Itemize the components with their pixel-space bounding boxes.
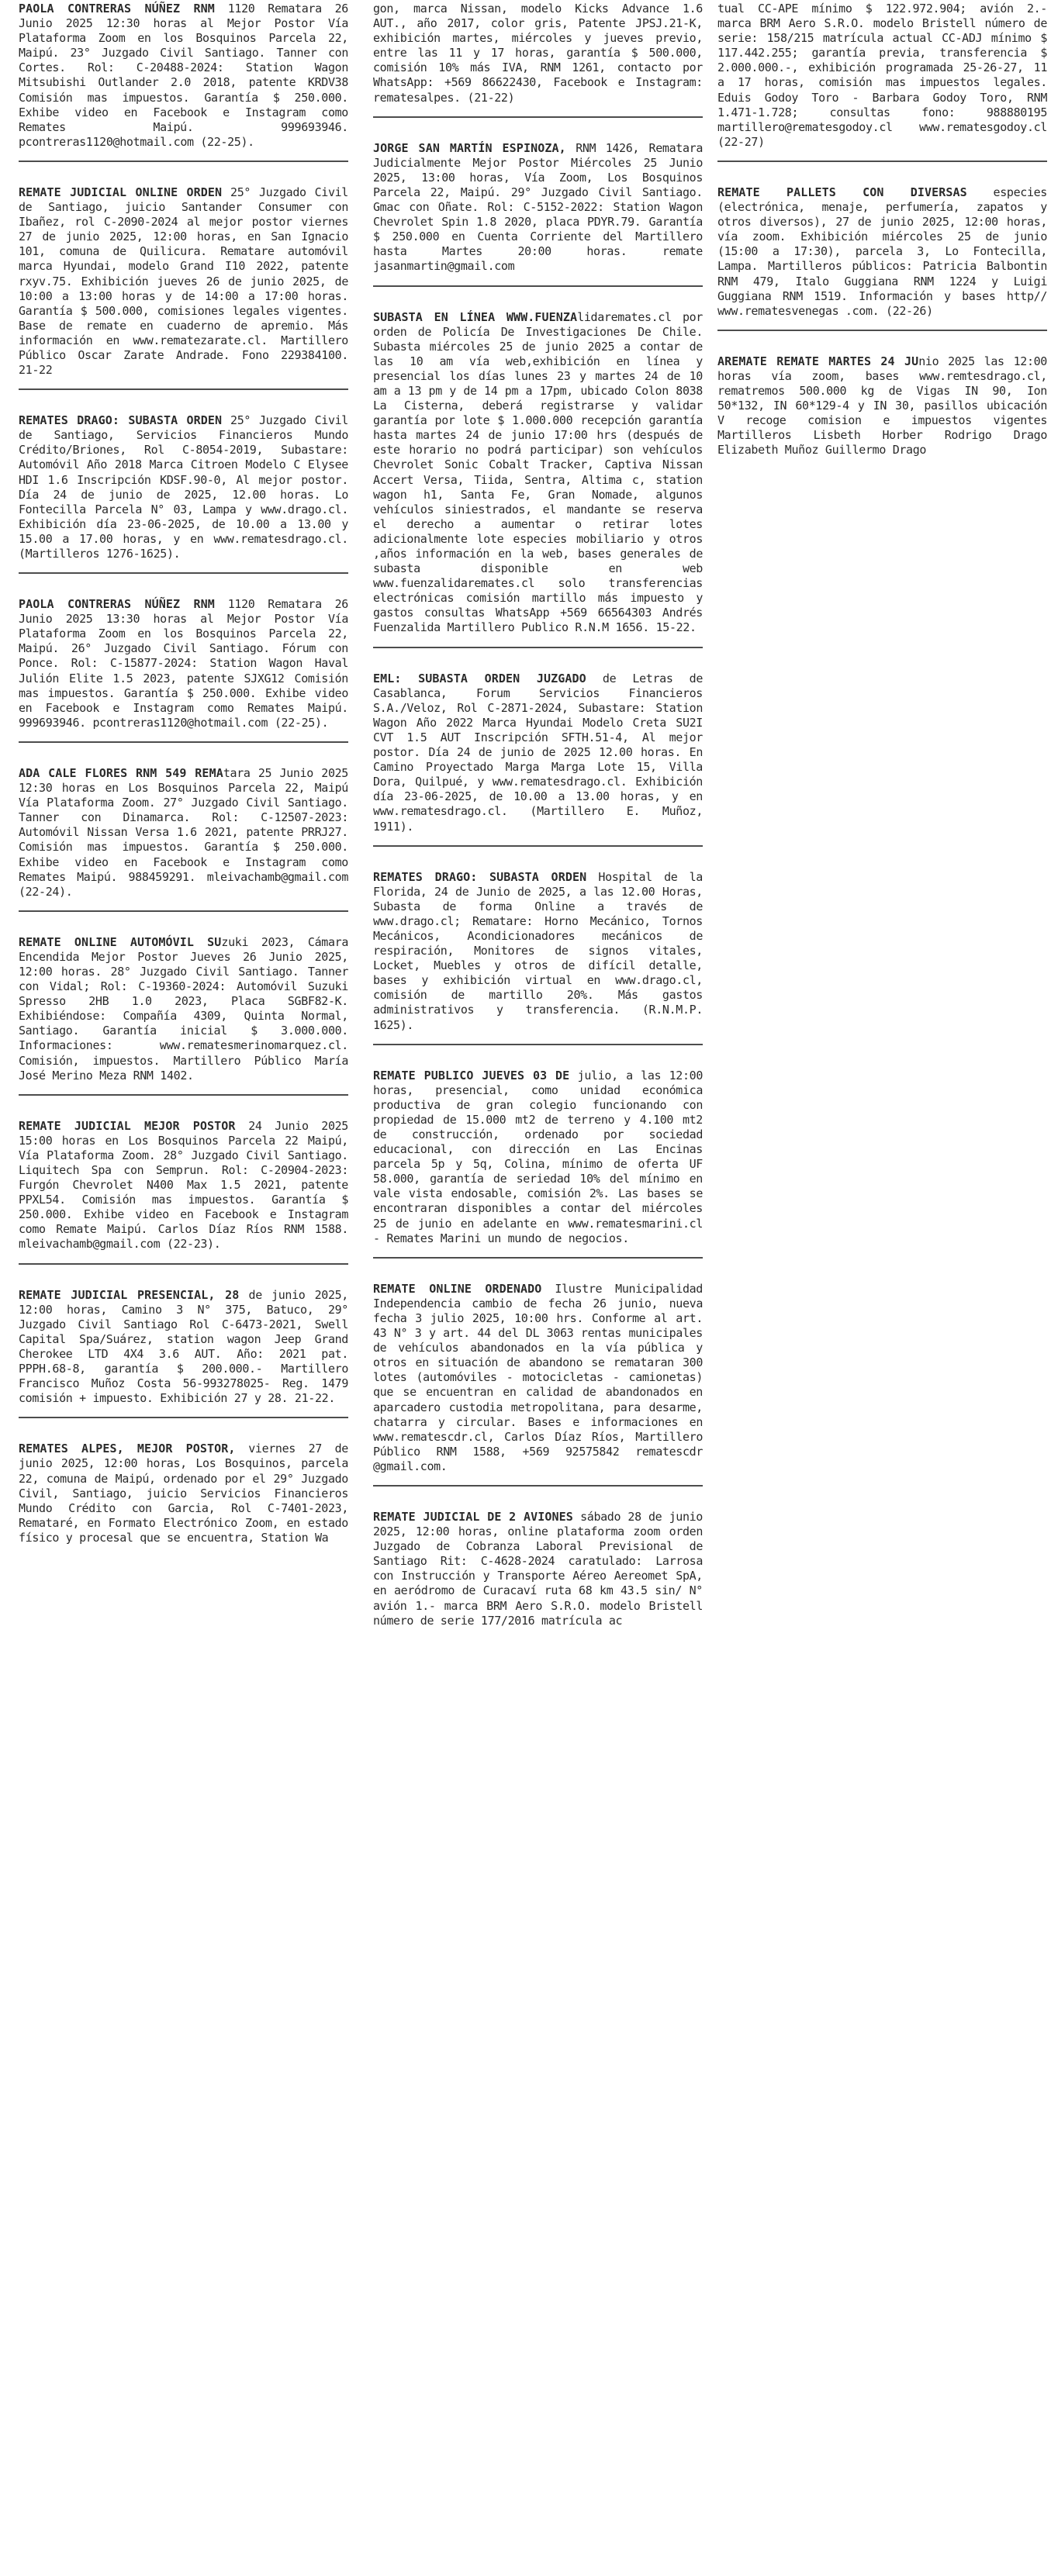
ad-title: PAOLA CONTRERAS NÚÑEZ RNM <box>19 2 215 16</box>
ad-body: zuki 2023, Cámara Encendida Mejor Postor Jueves 26 Junio 2025, 12:00 horas. 28° Juzgado Civil Santiago. Tanner con Vidal; Rol: C-19360-2024: Automóvil Suzuki Spresso 2HB 1.0 2023, Placa SGBF82-K. Exhibiéndose: Compañía 4309, Quinta Normal, Santiago. Garantía inicial $ 3.000.000. Informaciones: www.rematesmerinomarquez.cl. Comisión, impuestos. Martillero Público María José Merino Meza RNM 1402. <box>19 934 348 1083</box>
ad-separator <box>19 1417 348 1418</box>
ad-item <box>373 310 703 636</box>
ad-body: viernes 27 de junio 2025, 12:00 horas, Los Bosquinos, parcela 22, comuna de Maipú, ordenado por el 29° Juzgado Civil, Santiago, juicio Servicios Financieros Mundo Crédito con Garcia, Rol C-7401-2023, Remataré, en Formato Electrónico Zoom, en estado físico y procesal que se encuentra, Station Wa <box>19 1442 348 1545</box>
ad-title: SUBASTA EN LÍNEA WWW.FUENZA <box>373 309 578 324</box>
ad-body: nio 2025 las 12:00 horas vía zoom, bases www.remtesdrago.cl, rematremos 500.000 kg de Vigas IN 90, Ion 50*132, IN 60*129-4 y IN 30, pasillos ubicación V recoge comision e impuestos vigentes Martilleros Lisbeth Horber Rodrigo Drago Elizabeth Muñoz Guillermo Drago <box>717 354 1047 458</box>
ad-body: gon, marca Nissan, modelo Kicks Advance 1.6 AUT., año 2017, color gris, Patente JPSJ.21-K, exhibición martes, miércoles y jueves previo, entre las 11 y 17 horas, garantía $ 500.000, comisión 10% más IVA, RNM 1261, contacto por WhatsApp: +569 86622430, Facebook e Instagram: rematesalpes. (21-22) <box>373 2 703 105</box>
ad-body: RNM 1426, Rematara Judicialmente Mejor Postor Miércoles 25 Junio 2025, 13:00 horas, Vía Zoom, Los Bosquinos Parcela 22, Maipú. 29° Juzgado Civil Santiago. Gmac con Oñate. Rol: C-5152-2022: Station Wagon Chevrolet Spin 1.8 2020, placa PDYR.79. Garantía $ 250.000 en Cuenta Corriente del Martillero hasta Martes 20:00 horas. remate jasanmartin@gmail.com <box>373 140 703 274</box>
ad-item <box>373 1069 703 1246</box>
ad-separator <box>19 1094 348 1096</box>
ad-body: Hospital de la Florida, 24 de Junio de 2025, a las 12.00 Horas, Subasta de forma Online a través de www.drago.cl; Rematare: Horno Mecánico, Tornos Mecánicos, Acondicionadores mecánicos de respiración, Monitores de signos vitales, Locket, Muebles y otros de difícil detalle, bases y exhibición virtual en www.drago.cl, comisión de martillo 20%. Más gastos administrativos y transferencia. (R.N.M.P. 1625). <box>373 869 703 1032</box>
ad-body: lidaremates.cl por orden de Policía De Investigaciones De Chile. Subasta miércoles 25 de junio 2025 a contar de las 10 am vía web,exhibición en línea y presencial los días lunes 23 y martes 24 de 10 am a 13 pm y de 14 pm a 17pm, ubicado Colon 8038 La Cisterna, deberá registrarse y validar garantía por lote $ 1.000.000 recepción garantía hasta martes 24 de junio 17:00 hrs (después de este horario no podrá participar) son vehículos Chevrolet Sonic Cobalt Tracker, Captiva Nissan Accert Versa, Tiida, Sentra, Altima c, station wagon h1, Santa Fe, Gran Nomade, algunos vehículos siniestrados, el mandante se reserva el derecho a aumentar o retirar lotes adicionalmente lote especies mobiliario y otros ,años información en la web, bases generales de subasta disponible en web www.fuenzalidaremates.cl solo transferencias electrónicas comisión martillo más impuesto y gastos consultas WhatsApp +569 66564303 Andrés Fuenzalida Martillero Publico R.N.M 1656. 15-22. <box>373 309 703 635</box>
ad-body: 1120 Rematara 26 Junio 2025 13:30 horas al Mejor Postor Vía Plataforma Zoom en los Bosquinos Parcela 22, Maipú. 26° Juzgado Civil Santiago. Fórum con Ponce. Rol: C-15877-2024: Station Wagon Haval Julión Elite 1.5 2023, patente SJXG12 Comisión mas impuestos. Garantía $ 250.000. Exhibe video en Facebook e Instagram como Remates Maipú. 999693946. pcontreras1120@hotmail.com (22-25). <box>19 597 348 730</box>
ad-item <box>373 1510 703 1628</box>
ad-item <box>19 413 348 561</box>
ad-body: Ilustre Municipalidad Independencia cambio de fecha 26 junio, nueva fecha 3 julio 2025, 10:00 hrs. Conforme al art. 43 N° 3 y art. 44 del DL 3063 rentas municipales de vehículos abandonados en la vía pública y otros en situación de abandono se remataran 300 lotes (automóviles - motocicletas - camionetas) que se encuentran en calidad de abandonados en aparcadero custodia metropolitana, para desarme, chatarra y circular. Bases e informaciones en www.rematescdr.cl, Carlos Díaz Ríos, Martillero Público RNM 1588, +569 92575842 rematescdr @gmail.com. <box>373 1281 703 1473</box>
column-3 <box>717 0 1047 2576</box>
ad-title: EML: SUBASTA ORDEN JUZGADO <box>373 671 586 685</box>
ad-title: REMATE PUBLICO JUEVES 03 DE <box>373 1068 570 1083</box>
ad-item <box>373 672 703 834</box>
ad-item <box>717 185 1047 319</box>
ad-title: REMATE ONLINE AUTOMÓVIL SU <box>19 934 222 949</box>
ad-title: ADA CALE FLORES RNM 549 REMA <box>19 765 223 780</box>
ad-separator <box>19 161 348 162</box>
ad-body: de Letras de Casablanca, Forum Servicios Financieros S.A./Veloz, Rol C-2871-2024, Subastare: Station Wagon Año 2022 Marca Hyundai Modelo Creta SU2I CVT 1.5 AUT Inscripción SFTH.51-4, Al mejor postor. Día 24 de junio de 2025 12.00 horas. En Camino Proyectado Marga Marga Lote 15, Villa Dora, Quilpué, y www.rematesdrago.cl. Exhibición día 23-06-2025, de 10.00 a 13.00 horas, y en www.rematesdrago.cl. (Martillero E. Muñoz, 1911). <box>373 671 703 834</box>
ad-body: sábado 28 de junio 2025, 12:00 horas, online plataforma zoom orden Juzgado de Cobranza Laboral Previsional de Santiago Rit: C-4628-2024 caratulado: Larrosa con Instrucción y Transporte Aéreo Aereomet SpA, en aeródromo de Curacaví ruta 68 km 43.5 sin/ N° avión 1.- marca BRM Aero S.R.O. modelo Bristell número de serie 177/2016 matrícula ac <box>373 1509 703 1628</box>
ad-separator <box>19 741 348 743</box>
ad-separator <box>717 161 1047 162</box>
column-2 <box>373 0 703 2576</box>
ad-body: especies (electrónica, menaje, perfumería, zapatos y otros diversos), 27 de junio 2025, 12:00 horas, vía zoom. Exhibición miércoles 25 de junio (15:00 a 17:30), parcela 3, Lo Fontecilla, Lampa. Martilleros públicos: Patricia Balbontin RNM 479, Italo Guggiana RNM 1224 y Luigi Guggiana RNM 1519. Información y bases http// www.rematesvenegas .com. (22-26) <box>717 185 1047 318</box>
ad-body: 25° Juzgado Civil de Santiago, Servicios Financieros Mundo Crédito/Briones, Rol C-8054-2019, Subastare: Automóvil Año 2018 Marca Citroen Modelo C Elysee HDI 1.6 Inscripción KDSF.90-0, Al mejor postor. Día 24 de junio de 2025, 12.00 horas. Lo Fontecilla Parcela N° 03, Lampa y www.drago.cl. Exhibición día 23-06-2025, de 10.00 a 13.00 y 15.00 a 17.00 horas, y en www.rematesdrago.cl. (Martilleros 1276-1625). <box>19 413 348 561</box>
ad-item <box>19 597 348 730</box>
ad-title: REMATE JUDICIAL ONLINE ORDEN <box>19 185 223 199</box>
ad-item <box>373 1282 703 1474</box>
ad-item-continued <box>373 2 703 105</box>
ad-item <box>19 766 348 900</box>
ad-body: tual CC-APE mínimo $ 122.972.904; avión 2.- marca BRM Aero S.R.O. modelo Bristell número de serie: 158/215 matrícula actual CC-ADJ mínimo $ 117.442.255; garantía previa, transferencia $ 2.000.000.-, exhibición programada 25-26-27, 11 a 17 horas, comisión mas impuestos legales. Eduis Godoy Toro - Barbara Godoy Toro, RNM 1.471-1.728; consultas fono: 988880195 martillero@rematesgodoy.cl www.rematesgodoy.cl (22-27) <box>717 2 1047 149</box>
ad-item <box>373 870 703 1033</box>
ad-separator <box>373 285 703 287</box>
ad-separator <box>19 1263 348 1265</box>
ad-separator <box>373 845 703 847</box>
ad-separator <box>717 330 1047 331</box>
column-1 <box>19 0 348 2576</box>
ad-body: de junio 2025, 12:00 horas, Camino 3 N° 375, Batuco, 29° Juzgado Civil Santiago Rol C-6473-2021, Swell Capital Spa/Suárez, station wagon Jeep Grand Cherokee LTD 4X4 3.6 AUT. Año: 2021 pat. PPPH.68-8, garantía $ 200.000.- Martillero Francisco Muñoz Costa 56-993278025- Reg. 1479 comisión + impuesto. Exhibición 27 y 28. 21-22. <box>19 1287 348 1406</box>
ad-item <box>19 935 348 1083</box>
ad-title: PAOLA CONTRERAS NÚÑEZ RNM <box>19 597 215 612</box>
ad-body: tara 25 Junio 2025 12:30 horas en Los Bosquinos Parcela 22, Maipú Vía Plataforma Zoom. 27° Juzgado Civil Santiago. Tanner con Dinamarca. Rol: C-12507-2023: Automóvil Nissan Versa 1.6 2021, patente PRRJ27. Comisión mas impuestos. Garantía $ 250.000. Exhibe video en Facebook e Instagram como Remates Maipú. 988459291. mleivachamb@gmail.com (22-24). <box>19 765 348 899</box>
ad-title: AREMATE REMATE MARTES 24 JU <box>717 354 919 368</box>
ad-body: 25° Juzgado Civil de Santiago, juicio Santander Consumer con Ibañez, rol C-2090-2024 al mejor postor viernes 27 de junio 2025, 12:00 horas, en San Ignacio 101, comuna de Quilicura. Rematare automóvil marca Hyundai, modelo Grand I10 2022, patente rxyv.75. Exhibición jueves 26 de junio 2025, de 10:00 a 13:00 horas y de 14:00 a 17:00 horas. Garantía $ 500.000, comisiones legales vigentes. Base de remate en cuaderno de apremio. Más información en www.rematezarate.cl. Martillero Público Oscar Zarate Andrade. Fono 229384100. 21-22 <box>19 185 348 378</box>
ad-item <box>19 185 348 378</box>
ad-item-continued <box>717 2 1047 150</box>
ad-body: 1120 Rematara 26 Junio 2025 12:30 horas al Mejor Postor Vía Plataforma Zoom en los Bosquinos Parcela 22, Maipú. 23° Juzgado Civil Santiago. Tanner con Cortes. Rol: C-20488-2024: Station Wagon Mitsubishi Outlander 2.0 2018, patente KRDV38 Comisión mas impuestos. Garantía $ 250.000. Exhibe video en Facebook e Instagram como Remates Maipú. 999693946. pcontreras1120@hotmail.com (22-25). <box>19 2 348 149</box>
ad-item <box>717 354 1047 458</box>
ad-item <box>19 1442 348 1545</box>
ad-title: REMATE PALLETS CON DIVERSAS <box>717 185 967 199</box>
ad-body: julio, a las 12:00 horas, presencial, como unidad económica productiva de gran colegio funcionando con propiedad de 15.000 mt2 de terreno y 4.100 mt2 de construcción, ordenado por sociedad educacional, con dirección en Las Encinas parcela 5p y 5q, Colina, mínimo de oferta UF 58.000, garantía de seriedad 10% del mínimo en vale vista endosable, comisión 2%. Las bases se encontraran disponibles a contar del miércoles 25 de junio en adelante en www.rematesmarini.cl - Remates Marini un mundo de negocios. <box>373 1068 703 1245</box>
ad-separator <box>19 910 348 912</box>
ad-title: REMATE JUDICIAL MEJOR POSTOR <box>19 1118 236 1133</box>
ad-item <box>373 141 703 275</box>
ad-title: REMATE JUDICIAL DE 2 AVIONES <box>373 1509 573 1524</box>
ad-separator <box>373 647 703 648</box>
ad-separator <box>373 1257 703 1259</box>
ad-body: 24 Junio 2025 15:00 horas en Los Bosquinos Parcela 22 Maipú, Vía Plataforma Zoom. 28° Juzgado Civil Santiago. Liquitech Spa con Semprun. Rol: C-20904-2023: Furgón Chevrolet N400 Max 1.5 2021, patente PPXL54. Comisión mas impuestos. Garantía $ 250.000. Exhibe video en Facebook e Instagram como Remate Maipú. Carlos Díaz Ríos RNM 1588. mleivachamb@gmail.com (22-23). <box>19 1118 348 1252</box>
ad-title: REMATES DRAGO: SUBASTA ORDEN <box>373 869 587 884</box>
ad-separator <box>373 1485 703 1487</box>
ad-item <box>19 1119 348 1252</box>
ad-title: REMATES ALPES, MEJOR POSTOR, <box>19 1442 236 1456</box>
ad-separator <box>19 388 348 390</box>
ad-item <box>19 2 348 150</box>
ad-item <box>19 1288 348 1407</box>
ad-title: REMATE JUDICIAL PRESENCIAL, 28 <box>19 1287 240 1302</box>
ad-separator <box>373 116 703 118</box>
ad-title: REMATE ONLINE ORDENADO <box>373 1281 542 1296</box>
ad-separator <box>19 572 348 574</box>
ad-title: REMATES DRAGO: SUBASTA ORDEN <box>19 413 223 428</box>
ad-title: JORGE SAN MARTÍN ESPINOZA, <box>373 140 566 155</box>
ad-separator <box>373 1044 703 1045</box>
